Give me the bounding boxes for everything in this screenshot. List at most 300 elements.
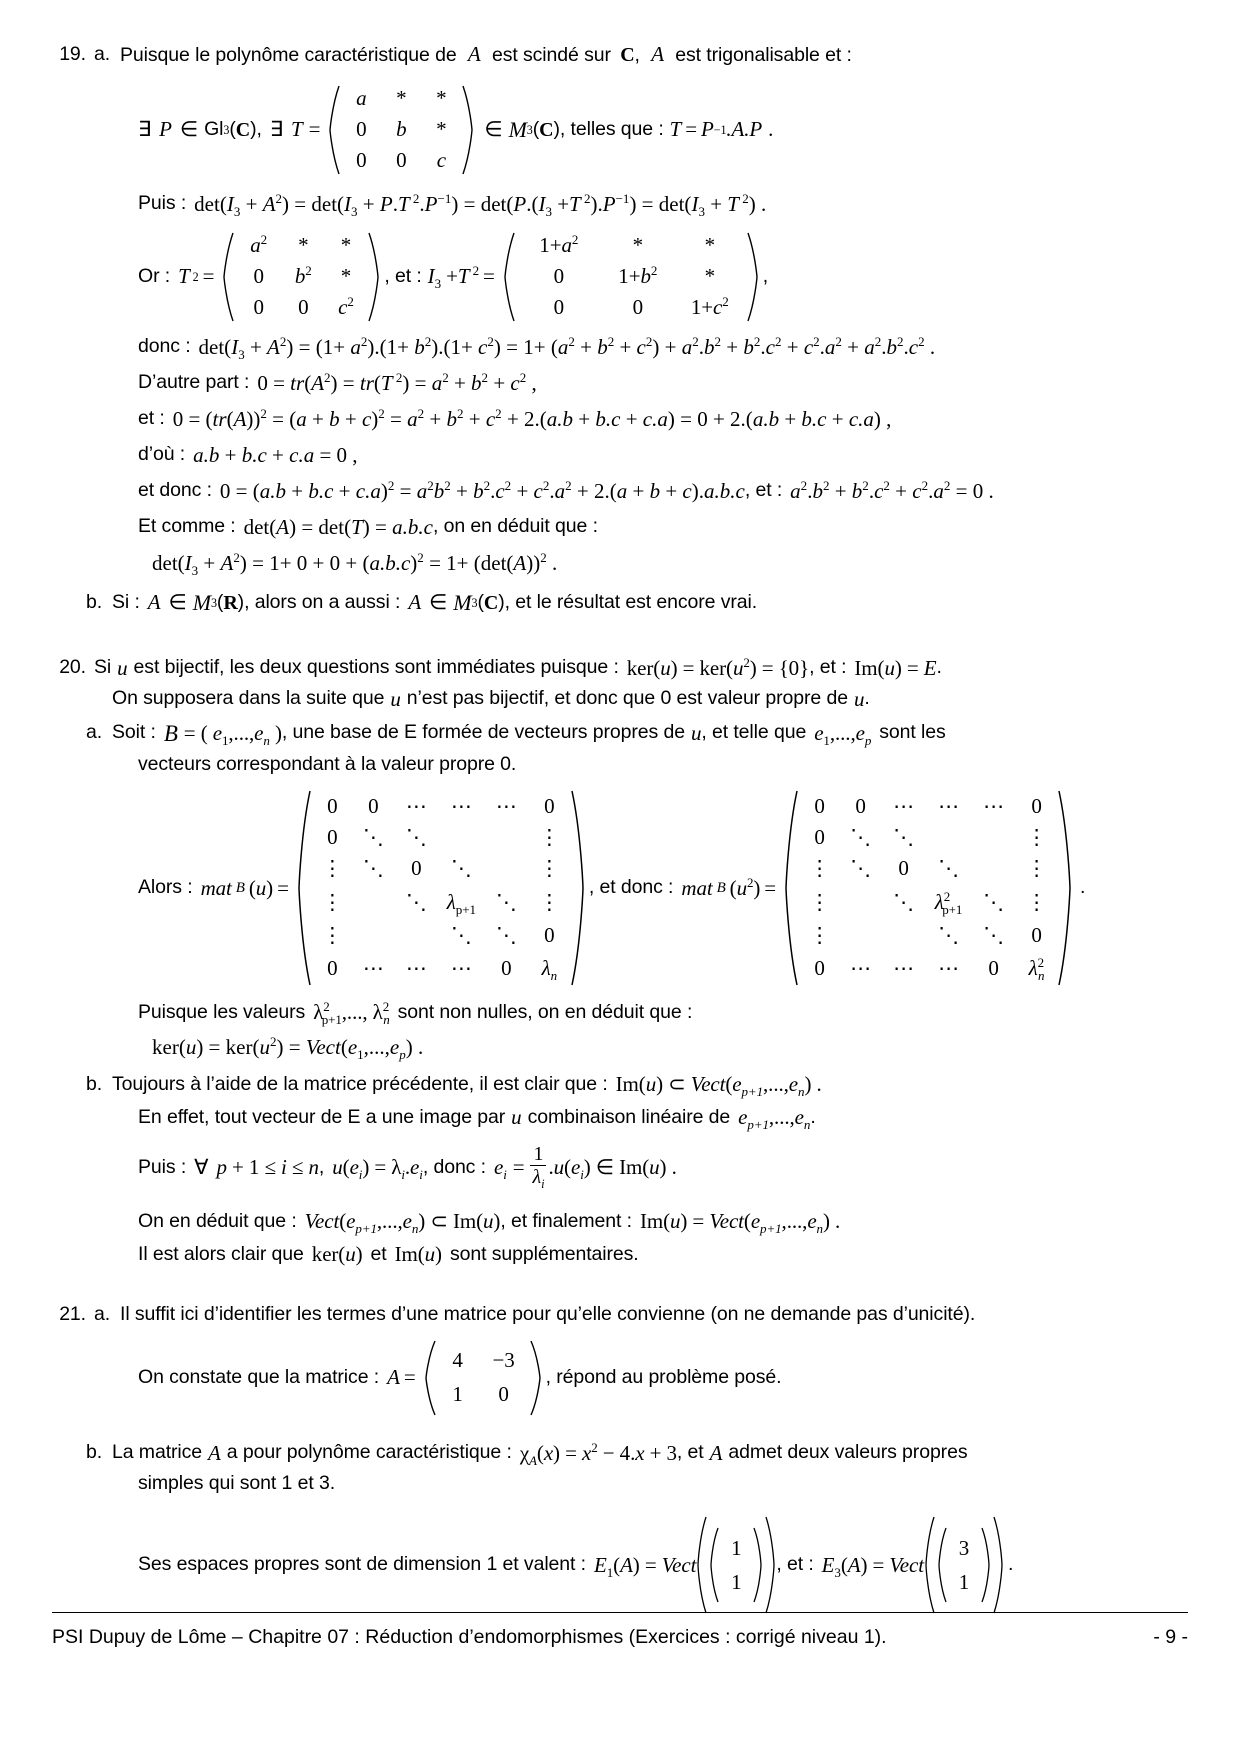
vector-E1-row <box>720 1531 752 1565</box>
paren-left-mat-u <box>296 788 312 988</box>
ex21-b-line3-period: . <box>1007 1553 1014 1576</box>
ex19-donc-label: donc : <box>138 335 191 358</box>
ex19-puis-line <box>52 192 1192 217</box>
ex20-matrices-period: . <box>1080 876 1086 899</box>
matrix-T2-row <box>235 261 367 292</box>
ex20-mat-label-2: mat <box>681 875 713 900</box>
ex20-b-donc: , donc : <box>422 1155 486 1178</box>
paren-right-mat-u2 <box>1057 788 1073 988</box>
ex19-b-C: C <box>483 591 499 614</box>
paren-right-E3 <box>980 1526 992 1604</box>
ex19-etdonc-label: et donc : <box>138 479 212 502</box>
matrix-mat-u-body <box>312 788 570 988</box>
ex19-I3T2: $I_3 +T$ $^2$ <box>427 263 480 292</box>
ex21-b-text1: La matrice <box>112 1441 203 1464</box>
ex20-b-equals: = <box>512 1155 525 1179</box>
ex20-a-line2-text: vecteurs correspondant à la valeur propre 0. <box>138 752 517 775</box>
matrix-T-cell: 0 <box>356 147 367 172</box>
matrix-T2-cell: 0 <box>253 264 264 288</box>
ex20-b-puis <box>138 1143 677 1191</box>
ex19-exists-expr: ∃ P ∈ Gl 3 ( C ), ∃ T = a * * 0 b * 0 0 c ∈ M 3 ( C ) , telles que : T = P −1 .A.P . <box>138 84 773 176</box>
ex19-b-text: Si : A ∈ M 3 ( R ) , alors on a aussi : A ∈ M 3 ( C ) , et le résultat est encore vrai. <box>112 589 758 615</box>
exercise-21-number: 21. <box>59 1303 86 1325</box>
ex20-intro2-period: . <box>864 687 870 710</box>
ex19-et2-equation: $0 = (tr(A))^2 = (a + b + c)^2 = a^2 + b^2 + c^2 + 2.(a.b + b.c + c.a) = 0 + 2.(a.b + b.c + c.a)$ , <box>172 405 892 431</box>
ex19-eq-1: = <box>308 117 321 141</box>
fraction-denominator: $\lambda_i$ <box>532 1166 545 1191</box>
paren-left-E1 <box>708 1526 720 1604</box>
footer-text: PSI Dupuy de Lôme – Chapitre 07 : Réduction d’endomorphismes (Exercices : corrigé niveau 1). <box>52 1626 887 1648</box>
matrix-mat-u-squared <box>783 788 1073 988</box>
vector-E1-body <box>720 1526 752 1604</box>
ex19-Gl: Gl <box>204 117 224 140</box>
matrix-T-row <box>341 114 461 145</box>
ex21-b-line2 <box>52 1471 1192 1494</box>
ex19-b-M2: M <box>453 589 472 615</box>
ex19-b-text3: , et le résultat est encore vrai. <box>504 590 758 613</box>
ex20-b-clair <box>138 1244 639 1265</box>
ex19-etdonc-equation: $0 = (a.b + b.c + c.a)^2 = a^2b^2 + b^2.c^2 + c^2.a^2 + 2.(a + b + c).a.b.c$ <box>219 477 745 503</box>
matrix-mat-u-row: 0 0 ⋯ ⋯ ⋯ 0 <box>327 794 555 818</box>
ex20-puisque-values: $\lambda^2_{p+1}$,..., $\lambda^2_n$ <box>313 999 390 1028</box>
ex20-intro2-u2: u <box>853 686 865 711</box>
matrix-T2-cell: * <box>340 264 352 288</box>
ex21-b-text3: , et <box>676 1441 704 1464</box>
ex19-etdonc-equation2: $a^2.b^2 + b^2.c^2 + c^2.a^2 = 0$ . <box>790 477 994 503</box>
ex20-puisque-text1: Puisque les valeurs <box>138 1000 306 1023</box>
ex21-b-eigenspaces <box>138 1515 1013 1615</box>
ex20-b-line <box>52 1072 1192 1100</box>
matrix-I3T2-row <box>516 292 746 323</box>
ex19-dautre-line <box>52 371 1192 396</box>
ex20-b-line5 <box>52 1244 1192 1265</box>
matrix-mat-u2-body <box>799 788 1057 988</box>
ex20-et-donc-label: , et donc : <box>588 876 674 899</box>
matrix-I3T2-cell: $1+a^2$ <box>539 232 579 258</box>
ex19-telles-que: , telles que : <box>559 117 664 140</box>
ex20-ker-line <box>52 1034 1192 1063</box>
matrix-T-squared <box>221 231 381 323</box>
exercise-20-intro-line <box>52 654 1192 680</box>
ex20-b-line2-text2: combinaison linéaire de <box>527 1105 731 1128</box>
paren-left-A21 <box>423 1339 437 1417</box>
matrix-A21-row <box>437 1378 529 1412</box>
ex19-puis-label: Puis : <box>138 192 187 215</box>
matrix-T2-cell: $b^2$ <box>294 263 312 288</box>
ex20-matrices-line <box>52 788 1192 988</box>
ex20-b-ker: ker(u) <box>311 1242 363 1266</box>
ex20-mat-u-1: (u) <box>248 875 274 900</box>
matrix-I3T2-cell: * <box>704 264 715 288</box>
ex20-intro-eq2: Im(u) = E <box>854 655 937 680</box>
ex19-a-intro-A2: A <box>651 42 664 66</box>
ex21-b-E1-label: $E_1(A)$ = Vect <box>594 1552 697 1580</box>
ex19-T-eq: T <box>669 117 682 141</box>
matrix-T2-cell: 0 <box>253 294 264 319</box>
ex19-in-2: ∈ <box>484 117 503 141</box>
ex19-I3T2-eq: = <box>483 264 495 288</box>
ex20-intro2-u: u <box>390 686 401 711</box>
ex20-intro-eq1: $ker(u) = ker(u^2) = \{0\}$ <box>626 654 810 680</box>
matrix-mat-u-row: ⋮ ⋱ ⋱ 0 <box>321 923 555 947</box>
ex19-a-intro-text2: est scindé sur <box>491 44 611 66</box>
ex19-b-A2: A <box>408 590 422 614</box>
exercise-20-number: 20. <box>59 656 86 679</box>
ex21-a-matrix-expr <box>138 1339 781 1417</box>
matrix-T2-cell: $c^2$ <box>338 293 354 319</box>
ex20-b-line4-eq1: $Vect(e_{p+1},...,e_n)$ ⊂ Im(u) <box>304 1209 501 1237</box>
ex20-mat-eq-2: = <box>764 875 777 900</box>
ex20-a-tail2: sont les <box>879 721 946 744</box>
vector-E1-cell: 1 <box>731 1569 742 1594</box>
ex20-b-line4-text2: , et finalement : <box>500 1209 632 1232</box>
ex20-a-line <box>52 720 1192 748</box>
ex20-b-et: et <box>370 1242 387 1265</box>
ex20-mat-u-2: $(u^2)$ <box>729 874 761 900</box>
paren-left-T2 <box>221 231 235 323</box>
paren-right-E1 <box>752 1526 764 1604</box>
ex20-puisque <box>138 999 693 1028</box>
matrix-T-cell: c <box>436 147 446 172</box>
exercise-19-a-label: a. <box>94 43 111 65</box>
ex19-T: T <box>291 117 303 141</box>
matrix-T <box>327 84 475 176</box>
matrix-mat-u-row: ⋮ ⋱ 0 ⋱ ⋮ <box>321 856 560 880</box>
ex20-alors-label: Alors : <box>138 876 193 899</box>
fraction-numerator: 1 <box>533 1143 544 1165</box>
ex20-ker-equation: $ker(u) = ker(u^2)$ = $Vect(e_1,...,e_p)$ . <box>152 1034 424 1063</box>
matrix-T-cell: b <box>396 117 407 141</box>
ex20-intro-text3: , et : <box>809 656 847 679</box>
matrix-T-cell: 0 <box>396 147 407 172</box>
ex20-b-text2 <box>138 1105 816 1133</box>
matrix-mat-u2-row: 0 ⋱ ⋱ ⋮ <box>814 825 1047 849</box>
ex21-a-line2-text1: On constate que la matrice : <box>138 1365 380 1388</box>
ex20-intro-u: u <box>117 655 128 680</box>
paren-right-T2 <box>367 231 381 323</box>
ex19-dautre-label: D’autre part : <box>138 371 250 394</box>
matrix-I3-plus-T2 <box>502 231 760 323</box>
ex20-intro-line2 <box>52 686 1192 711</box>
exists-symbol-2: ∃ <box>269 117 284 141</box>
matrix-mat-u-row: 0 ⋱ ⋱ ⋮ <box>327 825 560 849</box>
matrix-T2-row <box>235 231 367 262</box>
ex20-b-line2-period: . <box>810 1105 816 1128</box>
ex20-intro-text2: est bijectif, les deux questions sont immédiates puisque : <box>133 656 619 679</box>
ex19-dou-line <box>52 443 1192 468</box>
vector-E1-row <box>720 1565 752 1599</box>
ex20-intro <box>94 654 942 680</box>
paren-right-E3-outer <box>992 1515 1004 1615</box>
paren-right-A21 <box>529 1339 543 1417</box>
ex20-puisque-line <box>52 999 1192 1028</box>
ex20-a-tail-text: , une base de E formée de vecteurs propres de <box>281 721 685 744</box>
ex19-a-intro <box>120 44 852 66</box>
ex19-et2-line <box>52 407 1192 432</box>
ex19-period: . <box>768 117 774 141</box>
ex21-b-chi: $\chi_A(x) = x^2 - 4.x + 3$ <box>519 1439 677 1468</box>
paren-left-I3T2 <box>502 231 516 323</box>
matrix-I3T2-cell: 0 <box>553 264 564 288</box>
vector-E3-body <box>948 1526 980 1604</box>
ex19-Pinv: P <box>701 117 714 141</box>
ex19-C-1: C <box>235 118 251 141</box>
matrix-A21-body <box>437 1339 529 1417</box>
ex20-a-u: u <box>690 720 702 745</box>
matrix-A21-row <box>437 1344 529 1378</box>
matrix-T2-cell: $a^2$ <box>250 232 268 258</box>
vector-E1 <box>708 1526 764 1604</box>
ex21-b-line3-text2: , et : <box>776 1553 814 1576</box>
ex19-etcomme-equation: det(A) = det(T) = a.b.c <box>243 514 433 539</box>
vector-E3-row <box>948 1565 980 1599</box>
matrix-T-cell: * <box>436 117 447 141</box>
ex21-b-A: A <box>208 1440 221 1465</box>
ex19-etcomme-label: Et comme : <box>138 515 236 538</box>
vector-E1-cell: 1 <box>731 1535 742 1560</box>
ex19-final-line <box>52 551 1192 576</box>
ex19-etdonc-et: , et : <box>744 479 783 502</box>
exercise-21-a-line <box>52 1305 1192 1325</box>
ex20-b-eq2: $.u(e_i)$ ∈ Im(u) . <box>548 1155 677 1183</box>
ex20-b-deduit <box>138 1209 841 1237</box>
matrix-T-row <box>341 145 461 176</box>
matrix-I3T2-cell: 0 <box>553 294 564 319</box>
matrix-mat-u-row: ⋮ ⋱ $\lambda_{p+1}$ ⋱ ⋮ <box>321 889 560 917</box>
paren-left-E3-outer <box>924 1515 936 1615</box>
ex19-b-text1: Si : <box>112 590 140 613</box>
ex21-b-E3-label: $E_3(A)$ = Vect <box>821 1552 924 1580</box>
ex19-donc-equation: $\det(I_3 + A^2) = (1+ a^2).(1+ b^2).(1+ c^2) = 1+ (a^2 + b^2 + c^2) + a^2.b^2 + b^2.c^2 + c^2.a^2 + a^2.b^2.c^2$ . <box>198 333 936 362</box>
matrix-I3T2-row <box>516 231 746 262</box>
ex20-puisque-text2: sont non nulles, on en déduit que : <box>397 1000 693 1023</box>
ex19-b-in1: ∈ <box>168 590 187 614</box>
ex20-b-ei: $e_i$ <box>493 1155 507 1183</box>
ex19-C-2: C <box>539 118 554 141</box>
ex19-or-label: Or : <box>138 264 171 287</box>
ex21-a-line1: Il suffit ici d’identifier les termes d’une matrice pour qu’elle convienne (on ne demande pas d’unicité). <box>120 1303 976 1325</box>
ex20-a-text <box>112 720 946 748</box>
exercise-21-b-label: b. <box>86 1441 103 1464</box>
matrix-I3T2-body <box>516 231 746 323</box>
ex20-mat-label-1: mat <box>200 875 232 900</box>
ex20-b-im: Im(u) <box>394 1242 442 1266</box>
vector-E3 <box>936 1526 992 1604</box>
ex19-b-M1: M <box>192 589 211 615</box>
page-footer <box>52 1626 1188 1649</box>
ex19-donc-line <box>52 335 1192 360</box>
forall-symbol: ∀ <box>194 1155 209 1179</box>
matrix-T-cell: 0 <box>356 117 367 141</box>
ex19-puis-equation: $\det(I_3 + A^2) = \det(I_3 + P.T$ $^2.P^{-1}) = \det(P.(I_3 +T$ $^2).P^{-1}) = \det(I_3 + T$ $^2$) . <box>194 190 767 219</box>
ex20-a-B: B <box>163 720 178 746</box>
ex20-b-line2-text1: En effet, tout vecteur de E a une image par <box>138 1105 506 1128</box>
ex19-a-comma: , <box>634 44 640 66</box>
ex20-b-line4-eq2: $Im(u) = Vect(e_{p+1},...,e_n)$ . <box>639 1209 841 1237</box>
ex20-intro-period: . <box>936 656 942 679</box>
ex19-final-equation: $\det(I_3 + A^2) = 1+ 0 + 0 + (a.b.c)^2 = 1+ (\det(A))^2$ . <box>152 549 558 578</box>
ex19-or-line <box>52 231 1192 323</box>
ex20-a-line2 <box>52 752 1192 775</box>
ex20-b-line2-e: $e_{p+1},...,e_n$ <box>738 1105 811 1133</box>
ex19-complex-symbol: C <box>620 44 635 66</box>
ex21-a-A: A <box>387 1365 400 1389</box>
ex19-b-line <box>52 589 1192 615</box>
matrix-I3T2-cell: * <box>704 233 715 258</box>
ex19-dautre-equation: $0 = tr(A^2) = tr(T$ $^2) = a^2 + b^2 + c^2$ , <box>257 369 537 395</box>
vector-E3-cell: 1 <box>958 1569 970 1594</box>
ex20-b-line2 <box>52 1105 1192 1133</box>
ex19-equals: = <box>685 117 697 141</box>
footer-divider <box>52 1612 1188 1613</box>
matrix-I3T2-cell: $1+b^2$ <box>618 263 658 288</box>
ex19-b-A: A <box>147 590 161 614</box>
ex20-matrices-expr <box>138 788 1085 988</box>
paren-left-E1-outer <box>696 1515 708 1615</box>
ex19-or-expr: Or : T 2 = $a^2$ * * 0 $b^2$ * 0 0 $c^2$ , et : $I_3 +T$ $^2$ = $1+a^2$ * * 0 $1+b^2$ * 0 0 $1+c^2$ , <box>138 231 768 323</box>
ex20-a-soit: Soit : <box>112 721 156 744</box>
ex20-a-tail: , et telle que <box>701 721 807 744</box>
exercise-19-b-label: b. <box>86 590 103 613</box>
matrix-T-cell: * <box>396 86 407 111</box>
matrix-mat-u-row: 0 ⋯ ⋯ ⋯ 0 $\lambda_n$ <box>327 955 558 983</box>
ex19-etdonc-line <box>52 479 1192 504</box>
ex21-b-line3-text1: Ses espaces propres sont de dimension 1 et valent : <box>138 1553 586 1576</box>
paren-right-mat-u <box>570 788 586 988</box>
ex21-b-text2: a pour polynôme caractéristique : <box>226 1441 512 1464</box>
ex20-b-text <box>112 1072 822 1100</box>
ex20-b-line5-text1: Il est alors clair que <box>138 1242 304 1265</box>
exercise-21-a-label: a. <box>94 1303 111 1325</box>
matrix-T2-cell: * <box>340 233 352 258</box>
ex20-intro2 <box>112 686 870 711</box>
ex20-a-basis: = ( $e_1,...,e_n$ ) <box>183 720 282 748</box>
matrix-T-body <box>341 84 461 176</box>
ex19-P: P <box>159 117 172 141</box>
ex19-dou-equation: a.b + b.c + c.a = 0 , <box>193 442 358 467</box>
vector-E3-cell: 3 <box>958 1535 970 1560</box>
matrix-A21-cell: 4 <box>452 1348 463 1372</box>
ex20-b-text1: Toujours à l’aide de la matrice précédente, il est clair que : <box>112 1072 608 1095</box>
ex20-b-puis-line <box>52 1143 1192 1191</box>
footer-page-number: - 9 - <box>1153 1626 1188 1648</box>
ex20-mat-B-1: B <box>235 880 245 896</box>
ex19-dou-label: d’où : <box>138 443 186 466</box>
ex20-b-line2-u: u <box>511 1105 522 1129</box>
ex20-intro2-text1: On supposera dans la suite que <box>112 687 385 710</box>
matrix-T2-cell: 0 <box>298 294 309 319</box>
ex19-M-cal-1: M <box>508 116 527 142</box>
matrix-T-cell: * <box>436 86 447 111</box>
matrix-T2-cell: * <box>298 233 309 258</box>
vector-E3-row <box>948 1531 980 1565</box>
matrix-T-row <box>341 84 461 115</box>
matrix-I3T2-row <box>516 261 746 292</box>
paren-right-I3T2 <box>746 231 760 323</box>
ex20-b-line5-text2: sont supplémentaires. <box>449 1242 639 1265</box>
paren-left-mat-u2 <box>783 788 799 988</box>
ex19-T2: T <box>178 264 190 288</box>
matrix-A21-cell: 1 <box>452 1382 463 1406</box>
fraction-one-over-lambda-i <box>530 1143 546 1191</box>
matrix-A21-cell: −3 <box>492 1348 515 1372</box>
ex20-b-eq1: Im(u) ⊂ $Vect(e_{p+1},...,e_n)$ . <box>615 1072 822 1100</box>
ex20-mat-B-2: B <box>716 880 726 896</box>
ex19-a-intro-A: A <box>467 42 481 66</box>
ex19-b-in2: ∈ <box>429 590 448 614</box>
matrix-mat-u2-row: ⋮ ⋱ 0 ⋱ ⋮ <box>809 856 1047 880</box>
exercise-20-a-label: a. <box>86 721 103 744</box>
ex21-a-eq: = <box>403 1365 416 1389</box>
ex19-a-intro-text3: est trigonalisable et : <box>675 44 852 66</box>
ex19-etcomme-line <box>52 515 1192 540</box>
paren-left-T <box>327 84 341 176</box>
ex20-a-e1ep: $e_1,...,e_p$ <box>814 720 872 748</box>
vector-E3-outer <box>924 1515 1004 1615</box>
paren-right-T <box>461 84 475 176</box>
ex19-et2-label: et : <box>138 407 165 430</box>
exercise-19-line-a <box>52 44 1192 66</box>
ex19-or-eq: = <box>202 264 215 288</box>
ex21-b-text4: admet deux valeurs propres <box>728 1441 968 1464</box>
ex21-b-text <box>112 1439 968 1468</box>
matrix-I3T2-cell: $1+c^2$ <box>690 293 729 319</box>
ex21-a-line2 <box>52 1339 1192 1417</box>
ex20-b-puis-label: Puis : <box>138 1155 187 1178</box>
ex19-a-intro-text1: Puisque le polynôme caractéristique de <box>120 44 457 66</box>
matrix-mat-u2-row: 0 0 ⋯ ⋯ ⋯ 0 <box>814 794 1042 818</box>
ex20-b-eq-uei: $u(e_i) = \lambda_i.e_i$ <box>332 1155 423 1183</box>
ex20-b-range: p + 1 ≤ i ≤ n <box>216 1155 319 1179</box>
ex20-b-comma1: , <box>318 1155 325 1178</box>
ex19-et-label: , et : <box>384 264 422 287</box>
matrix-mat-u2-row: ⋮ ⋱ $\lambda^2_{p+1}$ ⋱ ⋮ <box>809 888 1047 917</box>
ex21-b-line3 <box>52 1515 1192 1615</box>
matrix-A-ex21 <box>423 1339 543 1417</box>
matrix-mat-u2-row: ⋮ ⋱ ⋱ 0 <box>809 923 1042 947</box>
ex20-intro-text1: Si <box>94 656 112 679</box>
exists-symbol: ∃ <box>138 117 152 141</box>
ex19-b-text2: , alors on a aussi : <box>244 590 401 613</box>
vector-E1-outer <box>696 1515 776 1615</box>
ex19-in-1: ∈ <box>179 117 199 141</box>
exercise-20-b-label: b. <box>86 1072 103 1095</box>
matrix-T2-row <box>235 292 367 323</box>
paren-left-E3 <box>936 1526 948 1604</box>
ex21-a-line2-text2: , répond au problème posé. <box>545 1365 782 1388</box>
ex19-exists-line <box>52 84 1192 176</box>
page-content <box>52 44 1192 1615</box>
paren-right-E1-outer <box>764 1515 776 1615</box>
matrix-I3T2-cell: * <box>632 233 643 258</box>
ex20-b-line4 <box>52 1209 1192 1237</box>
matrix-T2-body <box>235 231 367 323</box>
exercise-19-number: 19. <box>59 43 86 65</box>
ex21-b-line2-text: simples qui sont 1 et 3. <box>138 1471 336 1494</box>
ex20-mat-eq-1: = <box>277 875 289 900</box>
ex21-b-line1 <box>52 1439 1192 1468</box>
matrix-I3T2-cell: 0 <box>632 294 643 319</box>
matrix-T-cell: a <box>356 86 367 111</box>
ex20-intro2-text2: n’est pas bijectif, et donc que 0 est valeur propre de <box>406 687 848 710</box>
matrix-A21-cell: 0 <box>498 1382 509 1406</box>
matrix-mat-u2-row: 0 ⋯ ⋯ ⋯ 0 $\lambda^2_n$ <box>814 954 1045 983</box>
ex19-b-R: R <box>223 591 238 614</box>
ex19-AP: .A.P <box>726 117 763 141</box>
ex19-etcomme-tail: , on en déduit que : <box>432 515 598 538</box>
ex20-b-line4-text1: On en déduit que : <box>138 1209 297 1232</box>
ex19-or-comma: , <box>762 264 769 287</box>
